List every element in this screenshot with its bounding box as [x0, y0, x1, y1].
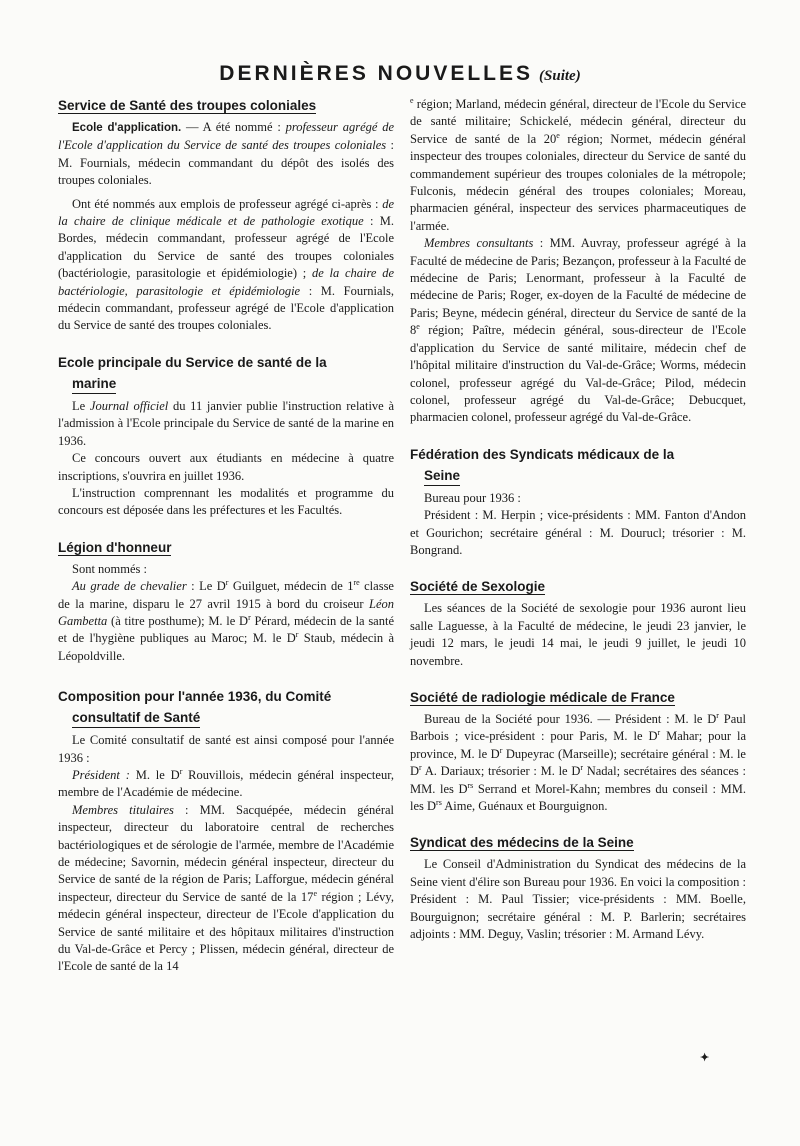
- section-title: Fédération des Syndicats médicaux de la Seine: [410, 445, 746, 486]
- section-title: Service de Santé des troupes coloniales: [58, 98, 317, 113]
- section-ecole-marine: Ecole principale du Service de santé de la marine Le Journal officiel du 11 janvier publie l'instruction relative à l'admission à l'Ecole principale du Service de santé de la marine en 1936. Ce concours ouvert aux étudiants en médecine à quatre inscriptions, s'ouvrira en juillet 1936. L'instruction comprennant les modalités et programme du concours est déposée dans les préfectures et les Facultés.: [58, 354, 394, 518]
- header-suite: (Suite): [539, 68, 581, 84]
- section-title: Composition pour l'année 1936, du Comité consultatif de Santé: [58, 687, 394, 728]
- section-syndicat-seine: Syndicat des médecins de la Seine Le Conseil d'Administration du Syndicat des médecins de la Seine vient d'élire son Bureau pour 1936. En voici la composition : Président : M. Paul Tissier; vice-présidents : MM. Boelle, Bourguignon; secrétaire général : M. P. Barlerin; secrétaires adjoints : MM. Deguy, Vaslin; trésorier : M. Armand Lévy.: [410, 835, 746, 942]
- section-title: Société de radiologie médicale de France: [410, 689, 675, 705]
- header-title: DERNIÈRES NOUVELLES: [219, 62, 534, 85]
- section-federation-syndicats: Fédération des Syndicats médicaux de la Seine Bureau pour 1936 : Président : M. Herpin ; vice-présidents : MM. Fanton d'Andon et Gourichon; secrétaire général : M. Dourucl; trésorier : M. Bongrand.: [410, 446, 746, 557]
- section-comite-consultatif: Composition pour l'année 1936, du Comité consultatif de Santé Le Comité consultatif de santé est ainsi composé pour l'année 1936 : Président : M. le $D^r$ Rouvillois, médecin général inspecteur, membre de l'Académie de médecine. Membres titulaires : MM. Sacquépée, médecin général inspecteur, directeur du laboratoire central de recherches bactériologiques et de sérologie de l'armée, membre de l'Académie de médecine; Savornin, médecin général inspecteur, directeur du Service de santé de la région de Paris; Lafforgue, médecin général inspecteur, directeur du Service de santé de la 17e région ; Lévy, médecin général inspecteur, directeur de l'Ecole d'application du Service de santé militaire et des hôpitaux militaires d'instruction du Val-de-Grâce et Percy ; Plissen, médecin général, directeur de l'Ecole de santé de la 14: [58, 689, 394, 974]
- section-societe-sexologie: Société de Sexologie Les séances de la Société de sexologie pour 1936 auront lieu salle Laguesse, à la Faculté de médecine, le jeudi 23 janvier, le jeudi 12 mars, le jeudi 14 mai, le jeudi 9 juillet, le jeudi 10 novembre.: [410, 579, 746, 668]
- left-column: [58, 96, 394, 990]
- section-legion-honneur: Légion d'honneur Sont nommés : Au grade de chevalier : Le $D^r$ Guilguet, médecin de 1re classe de la marine, disparu le 27 avril 1915 à bord du croiseur Léon Gambetta (à titre posthume); M. le $D^r$ Pérard, médecin de la santé et de l'hygiène publiques au Maroc; M. le $D^r$ Staub, médecin à Léopoldville.: [58, 539, 394, 663]
- section-title: Ecole principale du Service de santé de la marine: [58, 353, 394, 394]
- right-column: [410, 96, 746, 957]
- ornament-mark: ✦: [700, 1052, 710, 1064]
- section-sante-coloniales: Service de Santé des troupes coloniales Ecole d'application. — A été nommé : professeur agrégé de l'Ecole d'application du Service de santé des troupes coloniales : M. Fournials, médecin commandant du dépôt des isolés des troupes coloniales. Ont été nommés aux emplois de professeur agrégé ci-après : de la chaire de clinique médicale et de pathologie exotique : M. Bordes, médecin commandant, professeur agrégé de l'Ecole d'application du Service de santé des troupes coloniales (bactériologie, parasitologie et épidémiologie) ; de la chaire de bactériologie, parasitologie et épidémiologie : M. Fournials, médecin commandant, professeur agrégé de l'Ecole d'application du Service de santé des troupes coloniales.: [58, 98, 395, 333]
- page-header: [0, 62, 800, 86]
- section-title: Légion d'honneur: [58, 539, 172, 555]
- section-title: Société de Sexologie: [410, 579, 546, 595]
- section-societe-radiologie: Société de radiologie médicale de France Bureau de la Société pour 1936. — Président : M. le $D^r$ Paul Barbois ; vice-président : pour Paris, M. le $D^r$ Mahar; pour la province, M. le $D^r$ Dupeyrac (Marseille); secrétaire général : M. le $D^r$ A. Dariaux; trésorier : M. le $D^r$ Nadal; secrétaires des séances : MM. les $D^{rs}$ Serrand et Morel-Kahn; membres du conseil : MM. les $D^{rs}$ Aime, Guénaux et Bourguignon.: [410, 689, 746, 813]
- section-comite-continued: $^e$ région; Marland, médecin général, directeur de l'Ecole du Service de santé militaire; Schickelé, médecin général, directeur du Service de santé de la 20e région; Normet, médecin général inspecteur des troupes coloniales, directeur du Service de santé du commandement supérieur des troupes coloniales de la métropole; Fulconis, médecin général des troupes coloniales; Moreau, pharmacien général, inspecteur des services pharmaceutiques de l'armée. Membres consultants : MM. Auvray, professeur agrégé à la Faculté de médecine de Paris; Bezançon, professeur à la Faculté de médecine de Paris; Lenormant, professeur à la Faculté de médecine de Paris; Roger, ex-doyen de la Faculté de médecine de Paris; Beyne, médecin général, directeur du Service de santé de la 8e région; Paître, médecin général, sous-directeur de l'Ecole d'application du Service de santé militaire, médecin chef de l'hôpital militaire d'instruction du Val-de-Grâce; Worms, médecin colonel, professeur agrégé du Val-de-Grâce; Pilod, médecin colonel, professeur agrégé du Val-de-Grâce; Debucquet, pharmacien colonel, professeur agrégé du Val-de-Grâce.: [410, 95, 746, 425]
- section-title: Syndicat des médecins de la Seine: [410, 835, 634, 851]
